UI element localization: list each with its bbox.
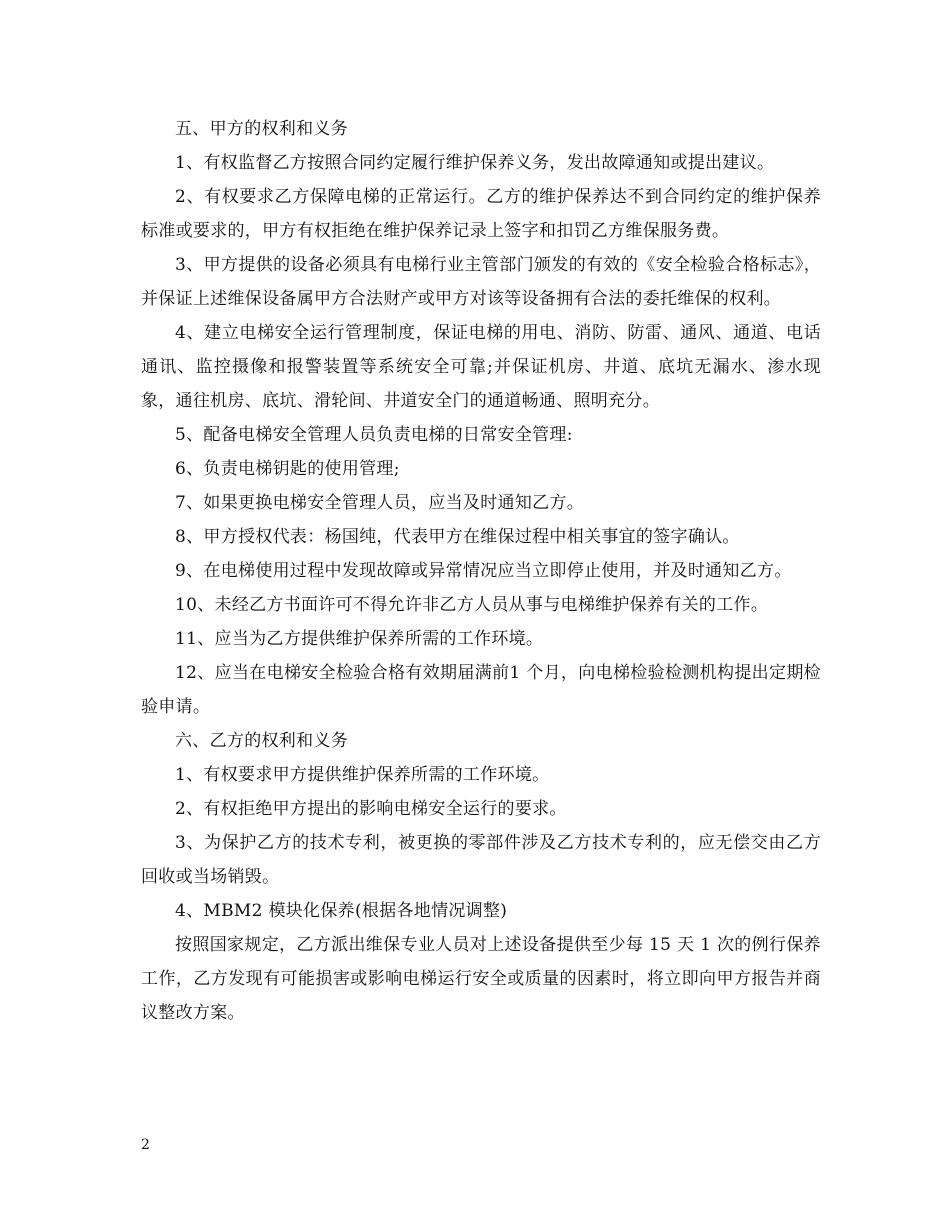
- document-body: [141, 112, 821, 1030]
- paragraph: 10、未经乙方书面许可不得允许非乙方人员从事与电梯维护保养有关的工作。: [175, 595, 769, 615]
- paragraph: 7、如果更换电梯安全管理人员，应当及时通知乙方。: [175, 493, 585, 513]
- paragraph: 2、有权要求乙方保障电梯的正常运行。乙方的维护保养达不到合同约定的维护保养标准或要求的，甲方有权拒绝在维护保养记录上签字和扣罚乙方维保服务费。: [141, 187, 821, 241]
- section-heading-party-b: 六、乙方的权利和义务: [175, 731, 348, 751]
- paragraph: 12、应当在电梯安全检验合格有效期届满前1 个月，向电梯检验检测机构提出定期检验申请。: [141, 663, 821, 717]
- paragraph: 3、为保护乙方的技术专利，被更换的零部件涉及乙方技术专利的，应无偿交由乙方回收或当场销毁。: [141, 833, 821, 887]
- section-heading-party-a: 五、甲方的权利和义务: [175, 119, 348, 139]
- paragraph: 按照国家规定，乙方派出维保专业人员对上述设备提供至少每 15 天 1 次的例行保养工作，乙方发现有可能损害或影响电梯运行安全或质量的因素时，将立即向甲方报告并商议整改方案。: [141, 935, 821, 1023]
- paragraph: 9、在电梯使用过程中发现故障或异常情况应当立即停止使用，并及时通知乙方。: [175, 561, 792, 581]
- paragraph: 6、负责电梯钥匙的使用管理;: [175, 459, 400, 479]
- paragraph: 2、有权拒绝甲方提出的影响电梯安全运行的要求。: [175, 799, 567, 819]
- paragraph: 1、有权要求甲方提供维护保养所需的工作环境。: [175, 765, 550, 785]
- paragraph: 5、配备电梯安全管理人员负责电梯的日常安全管理:: [175, 425, 573, 445]
- paragraph: 11、应当为乙方提供维护保养所需的工作环境。: [175, 629, 544, 649]
- paragraph: 4、MBM2 模块化保养(根据各地情况调整): [175, 901, 508, 921]
- paragraph: 8、甲方授权代表：杨国纯，代表甲方在维保过程中相关事宜的签字确认。: [175, 527, 740, 547]
- paragraph: 1、有权监督乙方按照合同约定履行维护保养义务，发出故障通知或提出建议。: [175, 153, 775, 173]
- paragraph: 3、甲方提供的设备必须具有电梯行业主管部门颁发的有效的《安全检验合格标志》，并保证上述维保设备属甲方合法财产或甲方对该等设备拥有合法的委托维保的权利。: [141, 255, 821, 309]
- paragraph: 4、建立电梯安全运行管理制度，保证电梯的用电、消防、防雷、通风、通道、电话通讯、监控摄像和报警装置等系统安全可靠;并保证机房、井道、底坑无漏水、渗水现象，通往机房、底坑、滑轮间、井道安全门的通道畅通、照明充分。: [141, 323, 821, 411]
- page-number: 2: [141, 1137, 150, 1153]
